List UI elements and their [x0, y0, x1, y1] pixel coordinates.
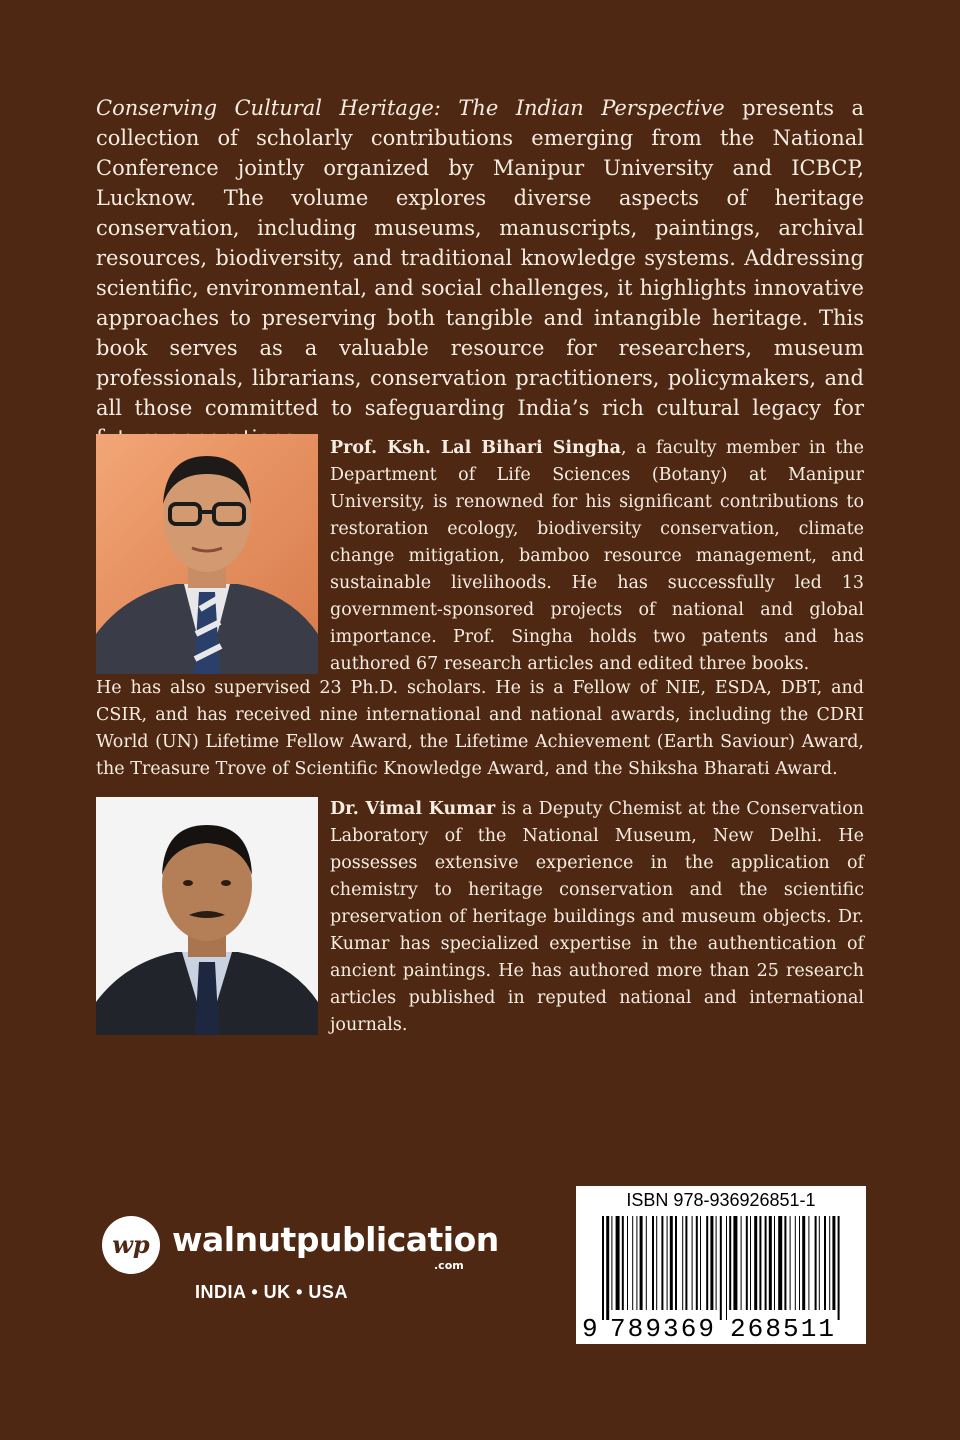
barcode-bar [808, 1216, 809, 1310]
barcode-bar [799, 1216, 800, 1310]
barcode-bar [824, 1216, 826, 1310]
barcode-bar [667, 1216, 668, 1310]
author1-photo [96, 434, 318, 674]
barcode-bar [682, 1216, 683, 1310]
barcode-bar [802, 1216, 805, 1310]
publisher-logo-mark: wp [102, 1216, 160, 1274]
blurb-text: presents a collection of scholarly contributions emerging from the National Conference jointly organized by Manipur University and ICBCP, Lucknow. The volume explores diverse aspects of heritage conservation, including museums, manuscripts, paintings, archival resources, biodiversity, and traditional knowledge systems. Addressing scientific, environmental, and social challenges, it highlights innovative approaches to preserving both tangible and intangible heritage. This book serves as a valuable resource for researchers, museum professionals, librarians, conservation practitioners, policymakers, and all those committed to safeguarding India’s rich cultural legacy for [96, 96, 864, 420]
barcode-bar [754, 1216, 757, 1310]
barcode-digit-first: 9 [582, 1314, 598, 1344]
barcode-bar [700, 1216, 701, 1310]
barcode-bar [632, 1216, 633, 1310]
author2-bio [330, 796, 864, 1039]
barcode-bar [790, 1216, 791, 1310]
barcode-bar [627, 1216, 628, 1310]
author1-bio [330, 435, 864, 678]
publisher-logo [102, 1216, 499, 1316]
isbn-label: ISBN 978-936926851-1 [626, 1190, 816, 1210]
barcode-bar [750, 1216, 751, 1310]
barcode-bar [696, 1216, 698, 1310]
barcode-bar [778, 1216, 782, 1310]
barcode-bar [646, 1216, 647, 1310]
barcode-bar [795, 1216, 796, 1310]
barcode-bar [741, 1216, 742, 1310]
barcode-bar [769, 1216, 772, 1310]
barcode-bar [720, 1216, 722, 1320]
book-title: Conserving Cultural Heritage: The Indian Perspective [96, 96, 725, 120]
barcode-bar [765, 1216, 767, 1310]
barcode-bar [606, 1216, 609, 1320]
author2-photo [96, 797, 318, 1035]
barcode-graphic [576, 1186, 866, 1344]
barcode-bar [746, 1216, 748, 1310]
author1-portrait [96, 434, 318, 674]
author1-name: Prof. Ksh. Lal Bihari Singha [330, 438, 622, 458]
barcode-bar [838, 1216, 840, 1320]
barcode-bar [622, 1216, 624, 1310]
author2-bio-text: is a Deputy Chemist at the Conservation Laboratory of the National Museum, New Delhi. He possesses extensive experience in the application of chemistry to heritage conservation and the scientific preservation of heritage buildings and museum objects. Dr. Kumar has specialized expertise in the authentication of ancient paintings. He has authored more than 25 research articles published in reputed national and international journals. [330, 799, 864, 1035]
barcode-bar [759, 1216, 761, 1310]
book-blurb [96, 93, 864, 453]
barcode-bar [832, 1216, 835, 1310]
barcode-bar [819, 1216, 820, 1310]
barcode-bar [706, 1216, 708, 1310]
barcode-bar [636, 1216, 637, 1310]
barcode-bar [670, 1216, 673, 1310]
isbn-barcode [576, 1186, 866, 1344]
barcode-bar [602, 1216, 604, 1320]
barcode-bar [692, 1216, 693, 1310]
author2-portrait [96, 797, 318, 1035]
barcode-bar [716, 1216, 717, 1310]
barcode-bar [784, 1216, 786, 1310]
publisher-domain: .com [434, 1259, 464, 1272]
barcode-bar [726, 1216, 727, 1320]
barcode-bar [774, 1216, 775, 1310]
barcode-bar [675, 1216, 677, 1310]
barcode-bar [815, 1216, 817, 1310]
barcode-bar [733, 1216, 737, 1310]
barcode-bar [652, 1216, 654, 1310]
barcode-bar [729, 1216, 731, 1310]
author2-name: Dr. Vimal Kumar [330, 799, 496, 819]
barcode-bar [685, 1216, 687, 1310]
barcode-bar [640, 1216, 643, 1310]
barcode-bar [710, 1216, 713, 1310]
barcode-digits-right: 268511 [730, 1314, 834, 1344]
barcode-bar [611, 1216, 612, 1310]
author1-bio-text: , a faculty member in the Department of Life Sciences (Botany) at Manipur University, is renowned for his significant contributions to restoration ecology, biodiversity conservation, climate change mitigation, bamboo resource management, and sustainable livelihoods. He has successfully led 13 government-sponsored projects of national and global importance. Prof. Singha holds two patents and has authored 67 research articles and edited three books. [330, 438, 864, 674]
barcode-digits-left: 789369 [610, 1314, 714, 1344]
barcode-bars [602, 1216, 840, 1320]
publisher-name: walnutpublication [172, 1220, 499, 1259]
barcode-bar [656, 1216, 657, 1310]
author1-bio-continued: He has also supervised 23 Ph.D. scholars. He is a Fellow of NIE, ESDA, DBT, and CSIR, and has received nine international and national awards, including the CDRI World (UN) Lifetime Fellow Award, the Lifetime Achievement (Earth Saviour) Award, the Treasure Trove of Scientific Knowledge Award, and the Shiksha Bharati Award. [96, 678, 864, 779]
publisher-regions: INDIA • UK • USA [195, 1282, 348, 1302]
barcode-bar [661, 1216, 663, 1310]
barcode-bar [829, 1216, 830, 1310]
barcode-bar [616, 1216, 620, 1310]
